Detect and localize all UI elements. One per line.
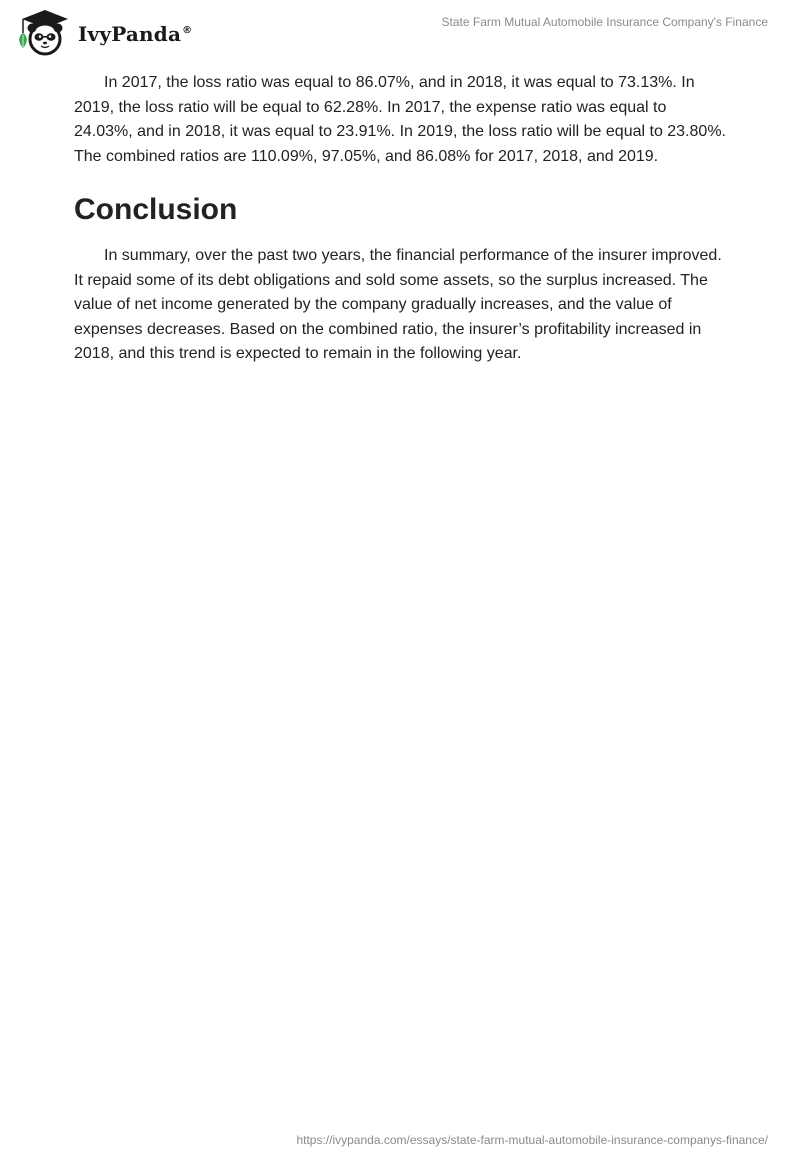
page-header bbox=[0, 0, 800, 64]
source-url[interactable]: https://ivypanda.com/essays/state-farm-mutual-automobile-insurance-companys-finance/ bbox=[296, 1133, 768, 1147]
ivypanda-logo[interactable] bbox=[14, 8, 192, 58]
logo-wordmark bbox=[78, 22, 192, 46]
logo-text: IvyPanda bbox=[78, 22, 182, 46]
paragraph-conclusion: In summary, over the past two years, the financial performance of the insurer improved. It repaid some of its debt obligations and sold some assets, so the surplus increased. The value of net income generated by the company gradually increases, and the value of expenses decreases. Based on the combined ratio, the insurer’s profitability increased in 2018, and this trend is expected to remain in the following year. bbox=[74, 247, 722, 362]
article-content bbox=[74, 71, 726, 367]
section-heading-conclusion: Conclusion bbox=[74, 193, 238, 226]
document-title: State Farm Mutual Automobile Insurance Company's Finance bbox=[441, 15, 768, 29]
registered-mark: ® bbox=[182, 25, 193, 37]
panda-graduate-icon bbox=[14, 8, 74, 58]
paragraph-ratios: In 2017, the loss ratio was equal to 86.07%, and in 2018, it was equal to 73.13%. In 2019, the loss ratio will be equal to 62.28%. In 2017, the expense ratio was equal to 24.03%, and in 2018, it was equal to 23.91%. In 2019, the loss ratio will be equal to 23.80%. The combined ratios are 110.09%, 97.05%, and 86.08% for 2017, 2018, and 2019. bbox=[74, 74, 726, 165]
